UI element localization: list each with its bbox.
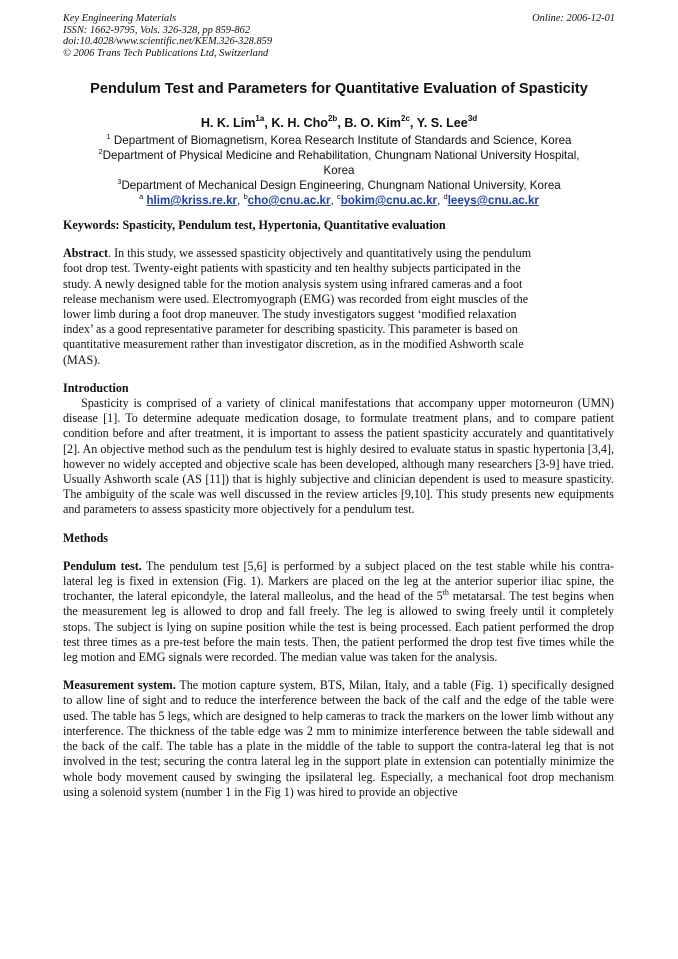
affiliation-1: $^1$ Department of Biomagnetism, Korea Research Institute of Standards and Science, Korea	[106, 132, 572, 147]
paper-title: Pendulum Test and Parameters for Quantitative Evaluation of Spasticity	[90, 81, 588, 97]
email-link[interactable]: cho@cnu.ac.kr	[247, 194, 331, 207]
email-link[interactable]: leeys@cnu.ac.kr	[447, 194, 539, 207]
pendulum-test-paragraph: Pendulum test. The pendulum test [5,6] is performed by a subject placed on the test stable while his contra-lateral leg is fixed in extension (Fig. 1). Markers are placed on the leg at the anterior superior iliac spine, the trochanter, the lateral epicondyle, the lateral malleolus, and the head of the 5th metatarsal. The test begins when the measurement leg is allowed to drop and fall freely. The leg is allowed to swing freely until it completely stops. The subject is lying on supine position while the test is being processed. Each patient performed the drop test three times as a pre-test before the main tests. Then, the patient performed the drop test five times while the leg motion and EMG signals were recorded. The median value was taken for the analysis.	[63, 558, 614, 665]
email-link[interactable]: hlim@kriss.re.kr	[146, 194, 238, 207]
introduction-text: Spasticity is comprised of a variety of clinical manifestations that accompany upper motorneuron (UMN) disease [1]. To determine adequate medication dosage, to formulate treatment plans, and to compare patient condition before and after treatment, it is important to assess the patient spasticity accurately and quantitatively [2]. An objective method such as the pendulum test is highly desired to evaluate status in spastic hypertonia [3,4], however no widely accepted and objective scale has been developed, although many researchers [3-9] have tried. Usually Ashworth scale (AS [11]) that is highly subjective and clinician dependent is used to measure spasticity. The ambiguity of the scale was well discussed in the review articles [9,10]. This study presents new equipments and parameters to assess spasticity more objectively for a pendulum test.	[63, 396, 614, 517]
affiliation-2-cont: Korea	[323, 164, 355, 177]
abstract: Abstract. In this study, we assessed spasticity objectively and quantitatively using the pendulum foot drop test. Twenty-eight patients with spasticity and ten healthy subjects participated in the study. A newly designed table for the motion analysis system using infrared cameras and a foot release mechanism were used. Electromyograph (EMG) was recorded from eight muscles of the lower limb during a foot drop maneuver. The study investigators suggest ‘modified relaxation index’ as a good representative parameter for describing spasticity. This parameter is based on quantitative measurement rather than investigator discretion, as in the modified Ashworth scale (MAS).	[63, 246, 532, 367]
author: H. K. Lim$^{1a}$,	[200, 114, 272, 130]
journal-name: Key Engineering Materials	[63, 13, 177, 24]
affiliations	[40, 133, 638, 208]
online-date: Online: 2006-12-01	[532, 13, 615, 24]
measurement-system-paragraph: Measurement system. The motion capture system, BTS, Milan, Italy, and a table (Fig. 1) specifically designed to allow line of sight and to reduce the interference between the back of the calf and the edge of the table were used. The table has 5 legs, which are designed to help cameras to track the markers on the lower limb without any interference. The thickness of the table edge was 2 mm to minimize interference between the table sidewall and the back of the calf. The table has a plate in the middle of the table to support the contra-lateral leg that is not involved in the test; securing the contra lateral leg in the support plate in extension can potentially minimize the whole body movement caused by swinging the ipsilateral leg. Especially, a mechanical foot drop mechanism using a solenoid system (number 1 in the Fig 1) was hired to provide an objective	[63, 678, 615, 799]
email-list: $^a$ hlim@kriss.re.kr, $^b$cho@cnu.ac.kr, $^c$bokim@cnu.ac.kr, $^d$leeys@cnu.ac.kr	[139, 192, 539, 207]
methods-heading: Methods	[63, 530, 109, 545]
introduction-heading: Introduction	[63, 380, 129, 395]
keywords: Keywords: Spasticity, Pendulum test, Hypertonia, Quantitative evaluation	[63, 218, 446, 232]
affiliation-2: $^2$Department of Physical Medicine and Rehabilitation, Chungnam National University Hospital,	[98, 147, 580, 162]
author: B. O. Kim$^{2c}$,	[344, 114, 417, 130]
journal-copyright: © 2006 Trans Tech Publications Ltd, Switzerland	[63, 47, 269, 59]
journal-issn: ISSN: 1662-9795, Vols. 326-328, pp 859-862	[63, 24, 251, 36]
author-list	[0, 116, 678, 130]
pendulum-test-label: Pendulum test.	[63, 558, 142, 573]
measurement-system-label: Measurement system.	[63, 678, 176, 693]
journal-header	[63, 13, 272, 59]
paper-body	[63, 218, 614, 800]
email-link[interactable]: bokim@cnu.ac.kr	[340, 194, 438, 207]
affiliation-3: $^3$Department of Mechanical Design Engineering, Chungnam National University, Korea	[117, 177, 561, 192]
author: Y. S. Lee$^{3d}$	[416, 114, 478, 130]
abstract-label: Abstract	[63, 246, 109, 261]
author: K. H. Cho$^{2b}$,	[271, 114, 345, 130]
journal-doi: doi:10.4028/www.scientific.net/KEM.326-328.859	[63, 36, 273, 48]
